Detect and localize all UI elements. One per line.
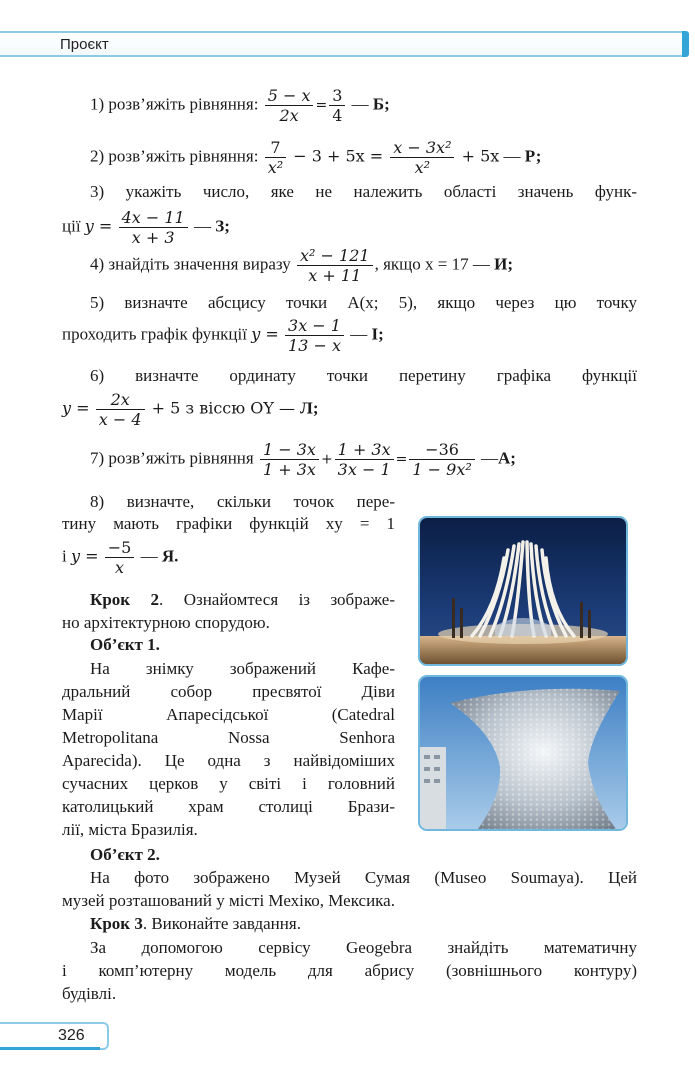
task-8-line-3: і y = $\frac{-5}{x}$ — Я. — [62, 538, 179, 577]
fraction: $\frac{1 - 3x}{1 + 3x}$ — [260, 440, 319, 479]
cathedral-photo — [418, 516, 628, 666]
fraction: $\frac{3}{4}$ — [329, 86, 345, 125]
task-5-line-1: 5) визначте абсцису точки A(x; 5), якщо через цю точку — [90, 293, 637, 312]
object-1-text: лії, міста Бразилія. — [62, 820, 198, 839]
fraction: $\frac{\text{x² − 121}}{x + 11}$ — [297, 246, 373, 285]
section-title: Проєкт — [60, 36, 109, 53]
step-3-heading: Крок 3. Виконайте завдання. — [90, 914, 301, 933]
object-2-text: музей розташований у місті Мехіко, Мексика. — [62, 891, 395, 910]
task-2: 2) розв’яжіть рівняння: $\frac{7}{\text{x²}}$ − 3 + 5x = $\frac{\text{x − 3x²}}{\text{x²}}$ + 5x — Р; — [90, 138, 542, 177]
object-1-text: Metropolitana Nossa Senhora — [62, 728, 395, 747]
task-6-line-2: y = $\frac{2x}{x - 4}$ + 5 з віссю OY — Л; — [62, 390, 319, 429]
fraction: $\frac{7}{\text{x²}}$ — [265, 138, 286, 177]
step-3-text: і комп’ютерну модель для абрису (зовнішнього контуру) — [62, 961, 637, 980]
fraction: $\frac{5 - x}{2x}$ — [265, 86, 314, 125]
step-2-line-1: Крок 2. Ознайомтеся із зображе- — [90, 590, 395, 609]
fraction: $\frac{3x - 1}{13 - x}$ — [285, 316, 344, 355]
object-1-text: Aparecida). Це одна з найвідоміших — [62, 751, 395, 770]
page-number: 326 — [58, 1027, 85, 1044]
fraction: $\frac{-5}{x}$ — [105, 538, 135, 577]
task-4: 4) знайдіть значення виразу $\frac{\text{x² − 121}}{x + 11}$ , якщо x = 17 — И; — [90, 246, 513, 285]
object-1-text: сучасних церков у світі і головний — [62, 774, 395, 793]
fraction: $\frac{\text{x − 3x²}}{\text{x²}}$ — [390, 138, 454, 177]
museum-photo — [418, 675, 628, 831]
step-2-line-2: но архітектурною спорудою. — [62, 613, 270, 632]
task-6-line-1: 6) визначте ординату точки перетину графіка функції — [90, 366, 637, 385]
object-1-text: Марії Апаресідської (Catedral — [62, 705, 395, 724]
step-3-text: За допомогою сервісу Geogebra знайдіть математичну — [90, 938, 637, 957]
fraction: $\frac{-36}{\text{1 − 9x²}}$ — [409, 440, 474, 479]
task-8-line-1: 8) визначте, скільки точок пере- — [90, 492, 395, 511]
step-3-text: будівлі. — [62, 984, 117, 1003]
cathedral-illustration — [420, 518, 626, 664]
museum-illustration — [420, 677, 626, 829]
fraction: $\frac{1 + 3x}{3x - 1}$ — [335, 440, 394, 479]
task-1: 1) розв’яжіть рівняння: $\frac{5 - x}{2x}$ = $\frac{3}{4}$ — Б; — [90, 86, 390, 125]
object-1-text: дральний собор пресвятої Діви — [62, 682, 395, 701]
page-number-box — [0, 1022, 109, 1050]
header-bar — [0, 31, 689, 57]
task-8-line-2: тину мають графіки функцій xy = 1 — [62, 514, 395, 533]
fraction: $\frac{4x - 11}{x + 3}$ — [119, 208, 188, 247]
object-2-text: На фото зображено Музей Сумая (Museo Soumaya). Цей — [90, 868, 637, 887]
task-5-line-2: проходить графік функції y = $\frac{3x - 1}{13 - x}$ — І; — [62, 316, 384, 355]
object-2-label: Об’єкт 2. — [90, 845, 160, 864]
task-3-line-1: 3) укажіть число, яке не належить області значень функ- — [90, 182, 637, 201]
object-1-text: На знімку зображений Кафе- — [90, 659, 395, 678]
object-1-label: Об’єкт 1. — [90, 635, 160, 654]
object-1-text: католицький храм столиці Брази- — [62, 797, 395, 816]
task-3-line-2: ції y = $\frac{4x - 11}{x + 3}$ — З; — [62, 208, 230, 247]
fraction: $\frac{2x}{x - 4}$ — [96, 390, 145, 429]
task-7: 7) розв’яжіть рівняння $\frac{1 - 3x}{1 + 3x}$ + $\frac{1 + 3x}{3x - 1}$ = $\frac{-36}{\text{1 − 9x²}}$ —А; — [90, 440, 516, 479]
